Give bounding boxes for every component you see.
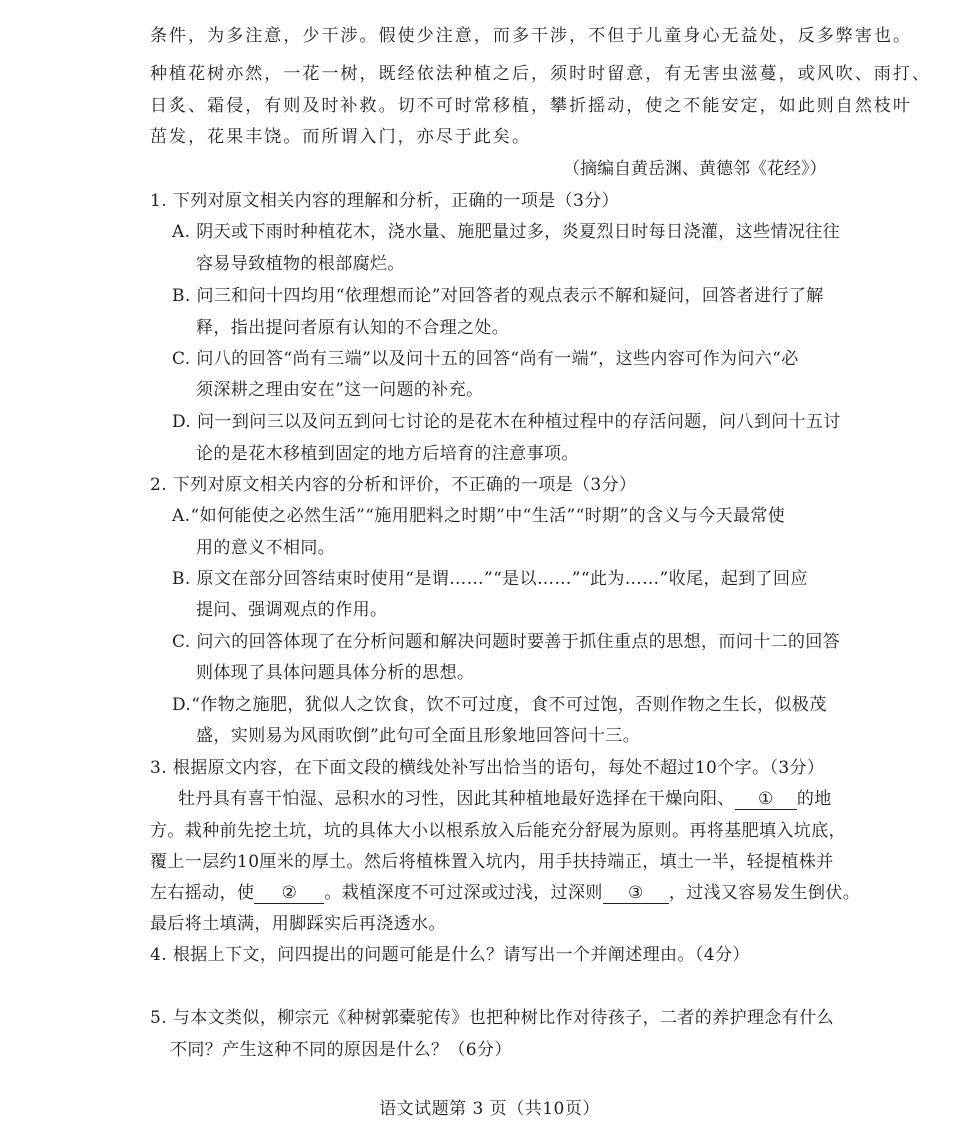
q3-text-line: 方。栽种前先挖土坑，坑的具体大小以根系放入后能充分舒展为原则。再将基肥填入坑底， — [150, 821, 846, 841]
q2-option-b: B. 原文在部分回答结束时使用“是谓……”“是以……”“此为……”收尾，起到了回应 — [172, 569, 808, 589]
q2-option-a: A.“如何能使之必然生活”“施用肥料之时期”中“生活”“时期”的含义与今天最常使 — [172, 506, 786, 526]
q3-text: 左右摇动，使 — [150, 883, 255, 903]
passage-line: 茁发，花果丰饶。而所谓入门，亦尽于此矣。 — [150, 127, 531, 147]
q2-option-a-cont: 用的意义不相同。 — [196, 538, 336, 558]
blank-3[interactable]: ③ — [603, 883, 669, 904]
q1-option-d-cont: 论的是花木移植到固定的地方后培育的注意事项。 — [196, 444, 579, 464]
passage-source: （摘编自黄岳渊、黄德邻《花经》） — [563, 159, 827, 179]
q1-option-c-cont: 须深耕之理由安在”这一问题的补充。 — [196, 380, 484, 400]
q3-fill-line — [150, 882, 860, 904]
q2-option-d-cont: 盛，实则易为风雨吹倒”此句可全面且形象地回答问十三。 — [196, 726, 641, 746]
q3-text-line: 最后将土填满，用脚踩实后再浇透水。 — [150, 914, 446, 934]
q3-fill-line — [178, 788, 832, 810]
q1-option-b: B. 问三和问十四均用“依理想而论”对回答者的观点表示不解和疑问，回答者进行了解 — [172, 286, 824, 306]
q3-text: 的地 — [796, 789, 832, 809]
q2-option-b-cont: 提问、强调观点的作用。 — [196, 600, 388, 620]
question-5-stem: 5. 与本文类似，柳宗元《种树郭橐驼传》也把种树比作对待孩子，二者的养护理念有什么 — [150, 1008, 835, 1028]
blank-1[interactable]: ① — [735, 789, 797, 810]
q2-option-d: D.“作物之施肥，犹似人之饮食，饮不可过度，食不可过饱，否则作物之生长，似极茂 — [172, 695, 827, 715]
q3-text: 牡丹具有喜干怕湿、忌积水的习性，因此其种植地最好选择在干燥向阳、 — [178, 789, 735, 809]
q1-option-d: D. 问一到问三以及问五到问七讨论的是花木在种植过程中的存活问题，问八到问十五讨 — [172, 412, 841, 432]
passage-line: 种植花树亦然，一花一树，既经依法种植之后，须时时留意，有无害虫滋蔓，或风吹、雨打、 — [150, 64, 932, 84]
q3-text: ，过浅又容易发生倒伏。 — [668, 883, 861, 903]
q1-option-b-cont: 释，指出提问者原有认知的不合理之处。 — [196, 318, 510, 338]
q1-option-a: A. 阴天或下雨时种植花木，浇水量、施肥量过多，炎夏烈日时每日浇灌，这些情况往往 — [172, 222, 841, 242]
passage-line: 条件，为多注意，少干涉。假使少注意，而多干涉，不但于儿童身心无益处，反多弊害也。 — [150, 26, 912, 46]
question-1-stem: 1. 下列对原文相关内容的理解和分析，正确的一项是（3分） — [150, 191, 620, 211]
question-5-stem-cont: 不同？产生这种不同的原因是什么？（6分） — [170, 1040, 512, 1060]
blank-2[interactable]: ② — [254, 883, 324, 904]
passage-line: 日炙、霜侵，有则及时补救。切不可时常移植，攀折摇动，使之不能安定，如此则自然枝叶 — [150, 96, 912, 116]
q3-text: 。栽植深度不可过深或过浅，过深则 — [324, 883, 603, 903]
q2-option-c: C. 问六的回答体现了在分析问题和解决问题时要善于抓住重点的思想，而问十二的回答 — [172, 632, 841, 652]
q1-option-c: C. 问八的回答“尚有三端”以及问十五的回答“尚有一端”，这些内容可作为问六“必 — [172, 349, 799, 369]
question-4-stem: 4. 根据上下文，问四提出的问题可能是什么？请写出一个并阐述理由。（4分） — [150, 945, 750, 965]
q2-option-c-cont: 则体现了具体问题具体分析的思想。 — [196, 663, 475, 683]
q3-text-line: 覆上一层约10厘米的厚土。然后将植株置入坑内，用手扶持端正，填土一半，轻提植株并 — [150, 852, 834, 872]
page-footer: 语文试题第 3 页（共10页） — [379, 1099, 600, 1119]
question-2-stem: 2. 下列对原文相关内容的分析和评价，不正确的一项是（3分） — [150, 475, 637, 495]
q1-option-a-cont: 容易导致植物的根部腐烂。 — [196, 254, 405, 274]
question-3-stem: 3. 根据原文内容，在下面文段的横线处补写出恰当的语句，每处不超过10个字。（3分） — [150, 758, 825, 778]
